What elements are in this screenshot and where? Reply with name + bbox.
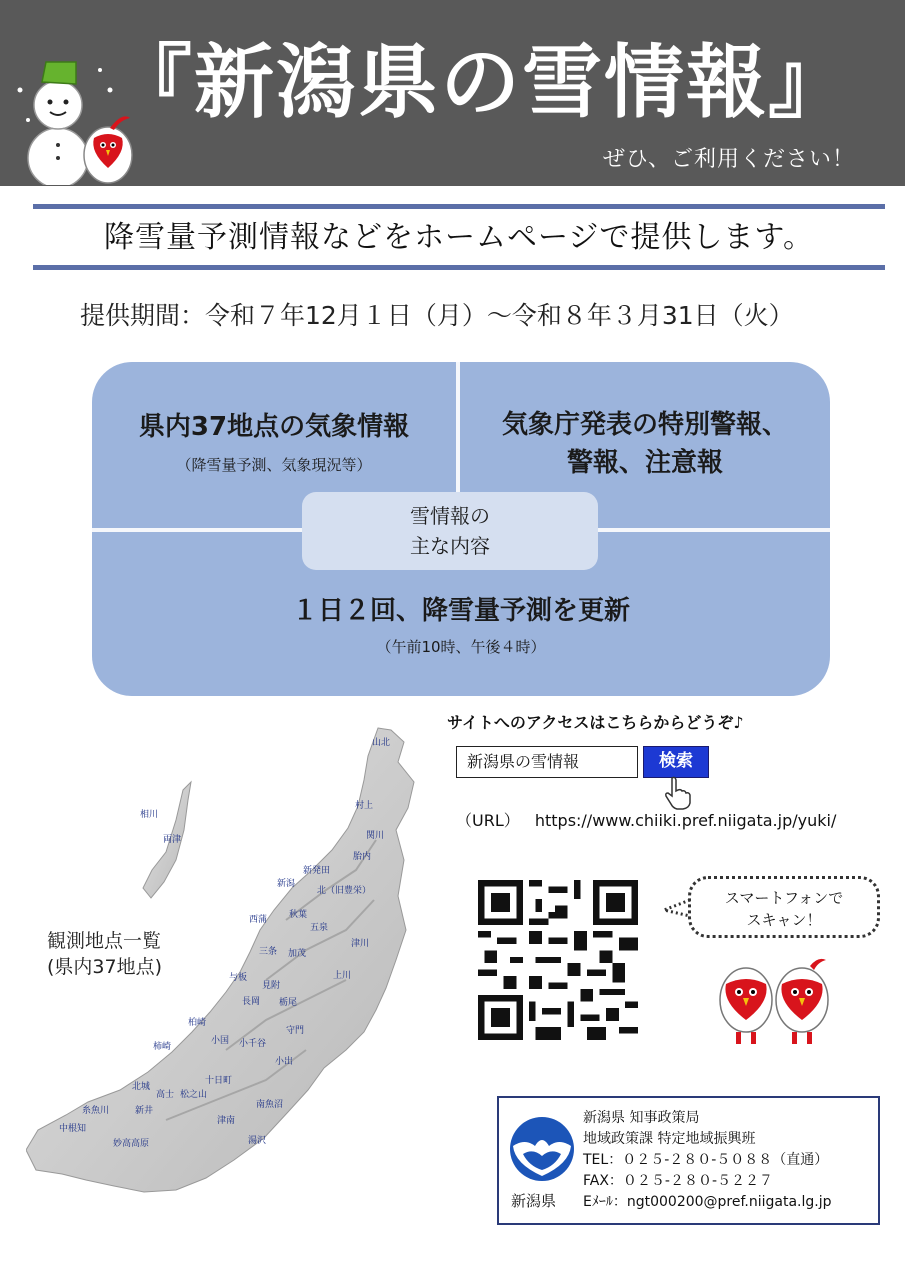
map-point: 西蒲 [249,915,268,925]
map-point: 柿崎 [153,1042,172,1052]
map-point: 小出 [275,1057,294,1067]
contact-fax: FAX：０２５-２８０-５２２７ [583,1173,774,1189]
contact-org: 新潟県 知事政策局 [583,1110,700,1126]
ibis-mascots-icon [714,950,834,1046]
info-forecast-sub: （午前10時、午後４時） [376,638,546,656]
contact-details [583,1108,832,1213]
info-center-line2: 主な内容 [410,534,490,558]
map-caption-line1: 観測地点一覧 [47,930,162,952]
map-point: 糸魚川 [82,1106,110,1116]
map-point: 新発田 [303,866,331,876]
map-point: 守門 [286,1026,305,1036]
map-point: 松之山 [180,1090,208,1100]
search-input[interactable]: 新潟県の雪情報 [456,746,638,778]
info-warnings-line1: 気象庁発表の特別警報、 [501,410,788,440]
header-band [0,0,905,186]
contact-section: 地域政策課 特定地域振興班 [583,1131,756,1147]
map-point: 十日町 [205,1076,233,1086]
contact-box [497,1096,880,1225]
map-caption-line2: (県内37地点) [47,956,163,978]
map-point: 上川 [333,971,352,981]
map-point: 秋葉 [289,910,308,920]
map-point: 妙高高原 [113,1139,150,1149]
info-box [92,362,830,696]
pointer-hand-icon [664,776,692,810]
map-point: 長岡 [242,997,261,1007]
info-weather-sub: （降雪量予測、気象現況等） [176,456,372,474]
map-point: 胎内 [353,852,372,862]
map-point: 見附 [262,981,281,991]
map-point: 北城 [132,1082,151,1092]
map-point: 相川 [140,810,159,820]
map-point: 新潟 [277,879,296,889]
map-point: 高士 [156,1090,175,1100]
map-point: 南魚沼 [256,1100,284,1110]
info-forecast-title: １日２回、降雪量予測を更新 [291,596,630,626]
banner-text: 降雪量予測情報などをホームページで提供します。 [104,220,814,255]
map-point: 山北 [372,738,391,748]
banner-top-rule [33,204,885,209]
page-title: 『新潟県の雪情報』 [112,36,850,129]
niigata-prefecture-logo-icon [509,1116,575,1182]
map-caption [47,928,162,980]
info-center-label [302,492,598,570]
page-subtitle: ぜひ、ご利用ください！ [602,147,855,172]
service-period: 提供期間：令和７年12月１日（月）～令和８年３月31日（火） [80,301,794,330]
map-point: 津川 [351,939,370,949]
map-point: 新井 [135,1106,154,1116]
map-point: 両津 [163,835,182,845]
map-point: 小千谷 [239,1039,267,1049]
map-point: 五泉 [310,923,329,933]
info-center-line1: 雪情報の [410,504,490,528]
map-point: 小国 [211,1036,230,1046]
url-line [456,808,836,831]
logo-label: 新潟県 [511,1192,557,1210]
qr-code-icon[interactable] [478,880,638,1040]
info-weather-title: 県内37地点の気象情報 [138,412,410,442]
banner-bottom-rule [33,265,885,270]
map-point: 津南 [217,1116,236,1126]
map-point: 三条 [259,947,278,957]
scan-speech-bubble [688,876,880,938]
url-label: （URL） [456,811,520,830]
access-heading: サイトへのアクセスはこちらからどうぞ♪ [447,713,744,732]
contact-email[interactable]: Eﾒｰﾙ：ngt000200@pref.niigata.lg.jp [583,1194,832,1210]
map-point: 与板 [229,973,248,983]
map-point: 中根知 [59,1124,87,1134]
map-point: 北（旧豊栄） [317,886,372,896]
bubble-line2: スキャン！ [746,911,822,929]
search-button[interactable]: 検索 [643,746,709,778]
map-point: 栃尾 [279,998,298,1008]
bubble-line1: スマートフォンで [724,889,844,907]
map-point: 柏崎 [188,1018,207,1028]
map-point: 加茂 [288,949,307,959]
contact-tel: TEL：０２５-２８０-５０８８（直通） [583,1152,829,1168]
map-point: 関川 [366,831,385,841]
map-point: 湯沢 [248,1136,267,1146]
map-point: 村上 [355,801,374,811]
info-warnings-line2: 警報、注意報 [566,448,723,478]
site-url-link[interactable]: https://www.chiiki.pref.niigata.jp/yuki/ [534,811,837,830]
